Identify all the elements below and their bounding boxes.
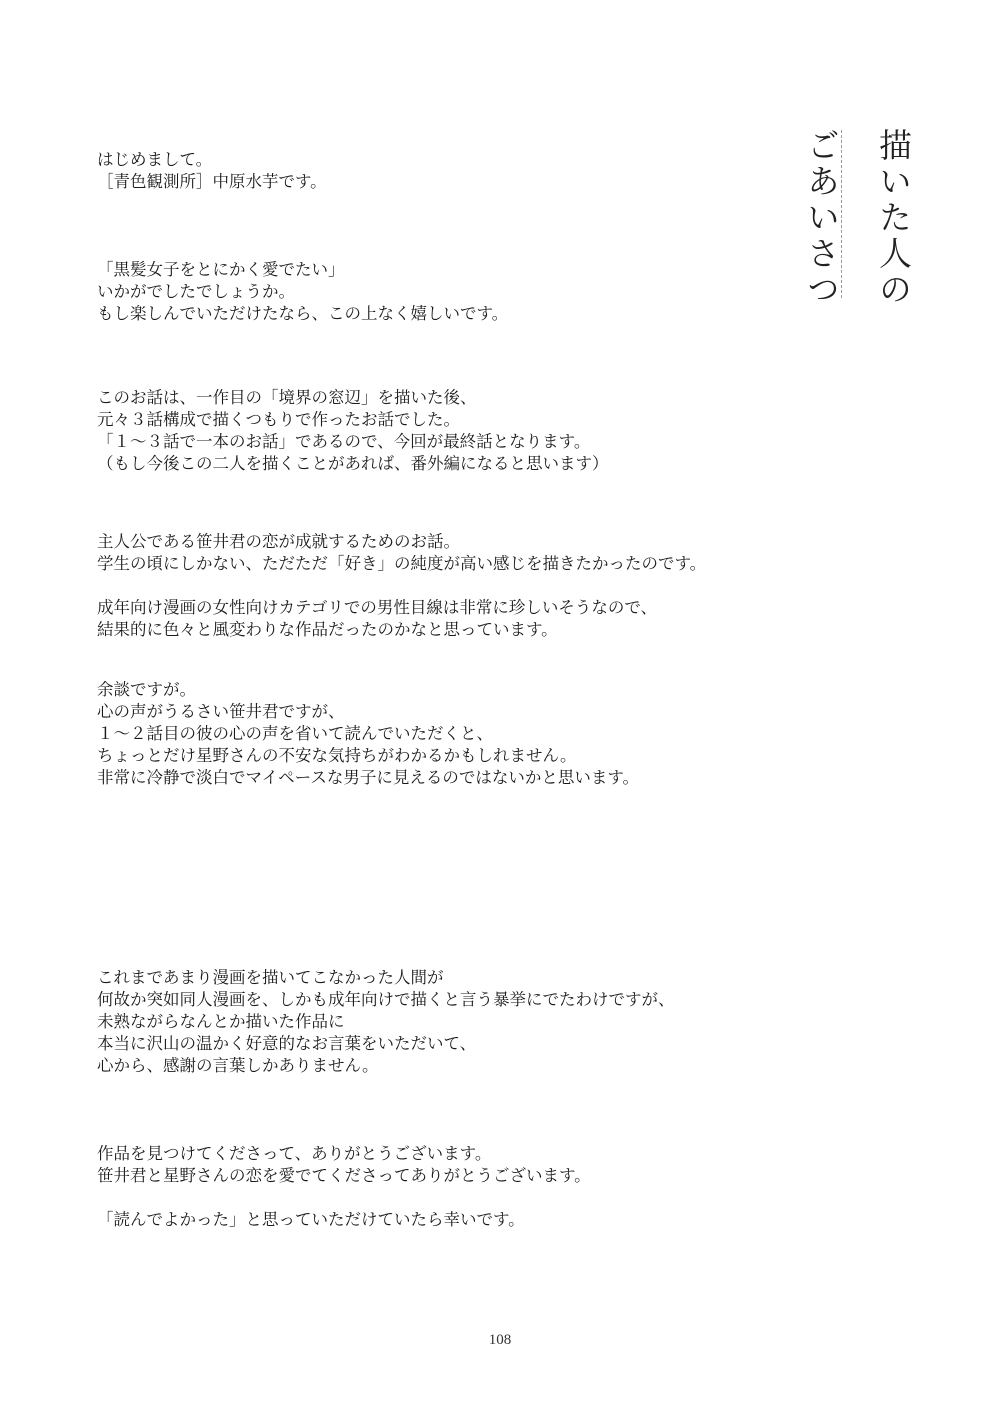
text-line: はじめまして。 [97,150,213,169]
text-line: 作品を見つけてくださって、ありがとうございます。 [97,1144,492,1163]
text-line: 本当に沢山の温かく好意的なお言葉をいただいて、 [97,1034,477,1053]
text-line: 学生の頃にしかない、ただただ「好き」の純度が高い感じを描きたかったのです。 [97,554,707,573]
title-divider [841,130,842,298]
text-line: このお話は、一作目の「境界の窓辺」を描いた後、 [97,388,477,407]
text-line: 結果的に色々と風変わりな作品だったのかなと思っています。 [97,620,558,639]
text-line: 成年向け漫画の女性向けカテゴリでの男性目線は非常に珍しいそうなので、 [97,598,658,617]
paragraph-thanks [97,1143,777,1187]
body-text [97,149,777,1231]
text-line: 「１～３話で一本のお話」であるので、今回が最終話となります。 [97,432,591,451]
page-number: 108 [488,1332,512,1348]
text-line: 未熟ながらなんとか描いた作品に [97,1012,345,1031]
text-line: 笹井君と星野さんの恋を愛でてくださってありがとうございます。 [97,1166,591,1185]
vertical-title [780,128,913,308]
paragraph-protagonist [97,531,777,575]
paragraph-category [97,597,777,641]
text-line: いかがでしたでしょうか。 [97,282,295,301]
paragraph-title-intro [97,259,777,325]
text-line: もし楽しんでいただけたなら、この上なく嬉しいです。 [97,304,509,323]
text-line: 主人公である笹井君の恋が成就するためのお話。 [97,532,460,551]
text-line: 非常に冷静で淡白でマイペースな男子に見えるのではないかと思います。 [97,768,640,787]
paragraph-closing [97,1209,777,1231]
text-line: 心の声がうるさい笹井君ですが、 [97,702,345,721]
paragraph-aside [97,679,777,789]
text-line: 何故か突如同人漫画を、しかも成年向けで描くと言う暴挙にでたわけですが、 [97,990,675,1009]
text-line: 心から、感謝の言葉しかありません。 [97,1056,379,1075]
text-line: 余談ですが。 [97,680,196,699]
text-line: 「読んでよかった」と思っていただけていたら幸いです。 [97,1210,525,1229]
text-line: ちょっとだけ星野さんの不安な気持ちがわかるかもしれません。 [97,746,577,765]
paragraph-greeting [97,149,777,193]
title-line-1: 描いた人の [874,128,913,308]
text-line: ［青色観測所］中原水芋です。 [97,172,327,191]
paragraph-story-structure [97,387,777,475]
text-line: （もし今後この二人を描くことがあれば、番外編になると思います） [97,454,609,473]
title-line-2: ごあいさつ [802,128,841,308]
text-line: 元々３話構成で描くつもりで作ったお話でした。 [97,410,460,429]
text-line: １～２話目の彼の心の声を省いて読んでいただくと、 [97,724,493,743]
text-line: 「黒髪女子をとにかく愛でたい」 [97,260,345,279]
paragraph-gratitude [97,967,777,1077]
text-line: これまであまり漫画を描いてこなかった人間が [97,968,444,987]
